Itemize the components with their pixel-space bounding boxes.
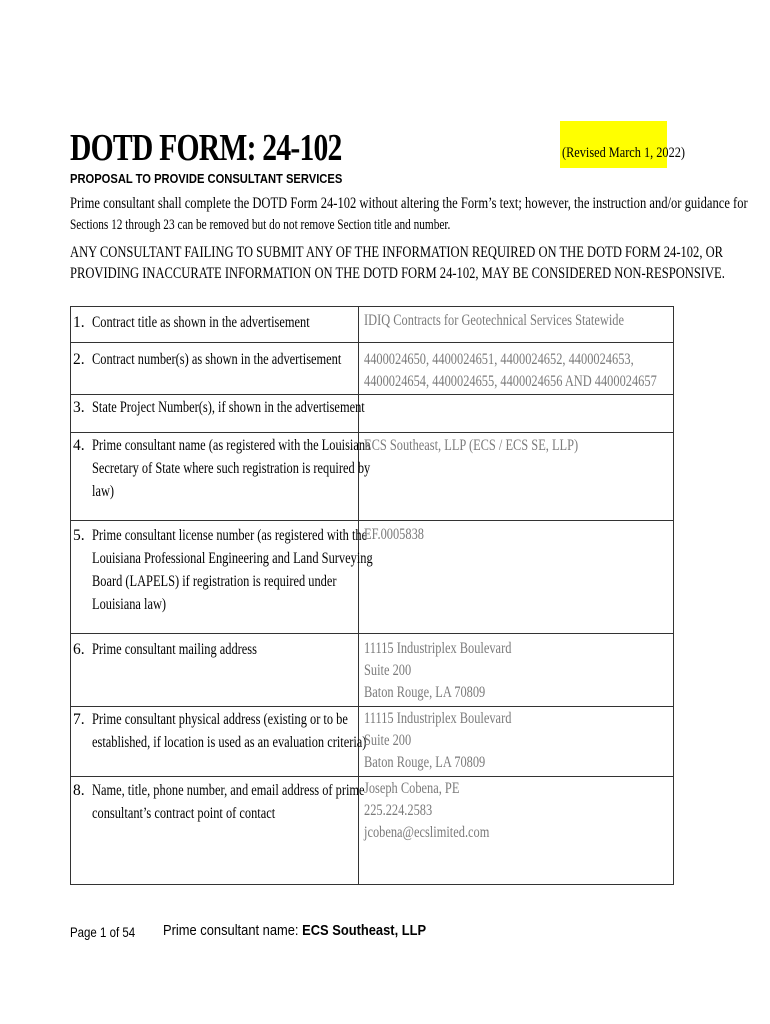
field-label-line: Secretary of State where such registration is required by xyxy=(92,460,371,477)
field-label-line: Prime consultant license number (as registered with the xyxy=(92,527,368,544)
field-label-line: State Project Number(s), if shown in the advertisement xyxy=(92,399,365,416)
footer-name-label: Prime consultant name: xyxy=(163,922,299,939)
field-label-line: established, if location is used as an evaluation criteria) xyxy=(92,734,367,751)
warning-line-2: PROVIDING INACCURATE INFORMATION ON THE DOTD FORM 24-102, MAY BE CONSIDERED NON-RESPONSIVE. xyxy=(70,265,725,282)
field-label-line: Contract title as shown in the advertisement xyxy=(92,314,310,331)
field-number: 6. xyxy=(73,641,85,658)
field-value-line: 4400024650, 4400024651, 4400024652, 4400024653, xyxy=(364,351,634,368)
field-label-line: Board (LAPELS) if registration is required under xyxy=(92,573,337,590)
form-title: DOTD FORM: 24-102 xyxy=(70,127,342,169)
field-value-4 xyxy=(364,435,632,457)
field-label-line: Louisiana law) xyxy=(92,596,167,613)
field-value-line: Baton Rouge, LA 70809 xyxy=(364,684,486,701)
field-number: 4. xyxy=(73,437,85,454)
instruction-line-1: Prime consultant shall complete the DOTD Form 24-102 without altering the Form’s text; however, the instruction and/or guidance for xyxy=(70,195,748,212)
field-value-line: Suite 200 xyxy=(364,732,412,749)
field-number: 1. xyxy=(73,314,85,331)
field-number: 3. xyxy=(73,399,85,416)
field-value-7 xyxy=(364,708,548,774)
field-value-line: 11115 Industriplex Boulevard xyxy=(364,710,512,727)
field-value-line: ECS Southeast, LLP (ECS / ECS SE, LLP) xyxy=(364,437,579,454)
table-column-divider xyxy=(70,306,71,884)
page-number: Page 1 of 54 xyxy=(70,924,136,940)
field-value-line: 225.224.2583 xyxy=(364,802,433,819)
field-label-line: Prime consultant mailing address xyxy=(92,641,257,658)
field-label-line: Name, title, phone number, and email address of prime xyxy=(92,782,365,799)
table-row-divider xyxy=(70,432,674,433)
field-value-1 xyxy=(364,310,689,332)
field-label-line: Prime consultant physical address (existing or to be xyxy=(92,711,348,728)
field-value-line: 11115 Industriplex Boulevard xyxy=(364,640,512,657)
field-value-line: 4400024654, 4400024655, 4400024656 AND 4400024657 xyxy=(364,373,657,390)
field-value-line: Suite 200 xyxy=(364,662,412,679)
proposal-heading: PROPOSAL TO PROVIDE CONSULTANT SERVICES xyxy=(70,171,343,186)
table-row-divider xyxy=(70,884,674,885)
table-row-divider xyxy=(70,633,674,634)
field-number: 7. xyxy=(73,711,85,728)
field-number: 5. xyxy=(73,527,85,544)
table-row-divider xyxy=(70,394,674,395)
revised-date: (Revised March 1, 2022) xyxy=(562,145,685,161)
warning-line-1: ANY CONSULTANT FAILING TO SUBMIT ANY OF THE INFORMATION REQUIRED ON THE DOTD FORM 24-102, OR xyxy=(70,244,724,261)
field-label-line: Louisiana Professional Engineering and Land Surveying xyxy=(92,550,373,567)
field-label-line: Contract number(s) as shown in the advertisement xyxy=(92,351,342,368)
field-value-line: jcobena@ecslimited.com xyxy=(364,824,490,841)
field-value-line: IDIQ Contracts for Geotechnical Services Statewide xyxy=(364,312,624,329)
footer-consultant-name xyxy=(163,922,426,939)
field-value-line: EF.0005838 xyxy=(364,526,424,543)
table-row-divider xyxy=(70,776,674,777)
field-value-8 xyxy=(364,778,521,844)
field-number: 2. xyxy=(73,351,85,368)
field-label-line: law) xyxy=(92,483,115,500)
footer-name-value: ECS Southeast, LLP xyxy=(302,922,427,939)
table-row-divider xyxy=(70,706,674,707)
field-value-6 xyxy=(364,638,548,704)
field-value-5 xyxy=(364,524,439,546)
table-row-divider xyxy=(70,342,674,343)
field-label-line: consultant’s contract point of contact xyxy=(92,805,276,822)
field-value-line: Joseph Cobena, PE xyxy=(364,780,460,797)
instruction-line-2: Sections 12 through 23 can be removed but do not remove Section title and number. xyxy=(70,217,451,233)
table-row-divider xyxy=(70,520,674,521)
field-value-line: Baton Rouge, LA 70809 xyxy=(364,754,486,771)
field-value-2 xyxy=(364,349,730,393)
field-label-line: Prime consultant name (as registered with the Louisiana xyxy=(92,437,371,454)
field-number: 8. xyxy=(73,782,85,799)
table-row-divider xyxy=(70,306,674,307)
